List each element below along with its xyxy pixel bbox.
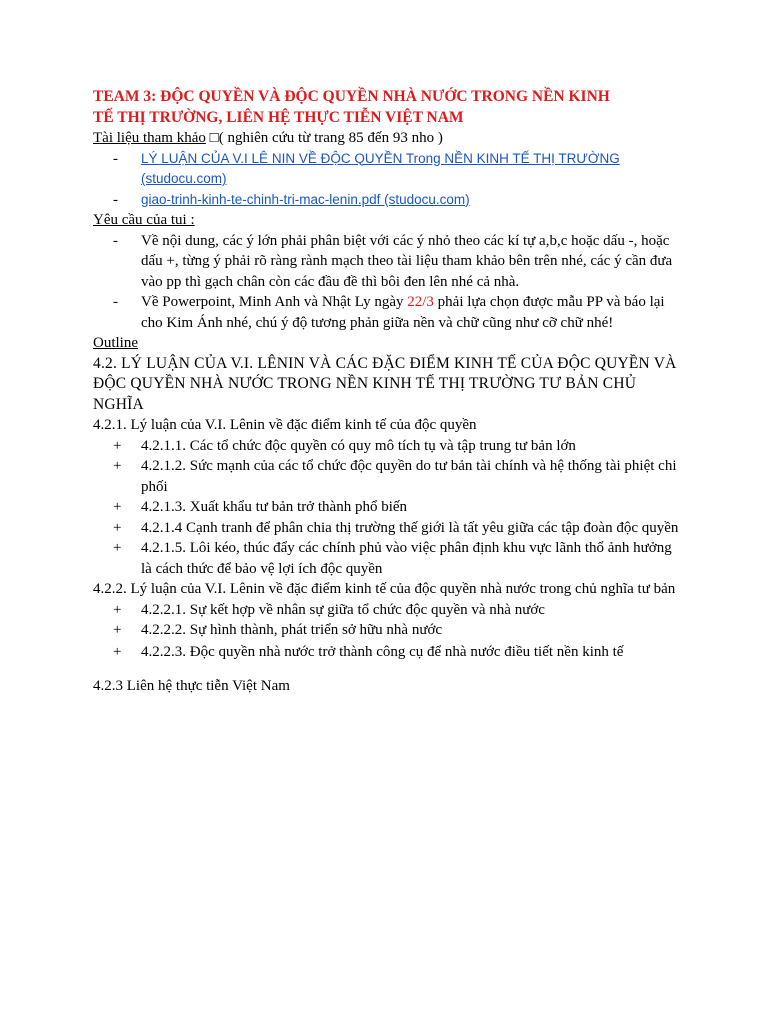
outline-item (93, 497, 683, 518)
outline-item-text: 4.2.2.1. Sự kết hợp về nhân sự giữa tổ chức độc quyền và nhà nước (141, 601, 545, 618)
outline-item-text: 4.2.2.3. Độc quyền nhà nước trở thành công cụ để nhà nước điều tiết nền kinh tế (141, 643, 624, 660)
reference-link-2[interactable]: giao-trinh-kinh-te-chinh-tri-mac-lenin.pdf (studocu.com) (141, 191, 470, 207)
requirements-label: Yêu cầu của tui : (93, 212, 195, 228)
requirement-text-2-after: phải lựa chọn được mẫu PP và báo lại cho Kim Ánh nhé, chú ý độ tương phản giữa nền và chữ cũng như cỡ chữ nhé! (141, 294, 665, 331)
reference-item (93, 190, 683, 211)
plus-bullet: + (113, 437, 122, 454)
plus-bullet: + (113, 458, 122, 474)
outline-item (93, 456, 683, 497)
dash-bullet: - (113, 150, 118, 167)
reference-link-1[interactable]: LÝ LUẬN CỦA V.I LÊ NIN VỀ ĐỘC QUYỀN Trong NỀN KINH TẾ THỊ TRƯỜNG (studocu.com) (141, 150, 620, 186)
title-line-1: TEAM 3: ĐỘC QUYỀN VÀ ĐỘC QUYỀN NHÀ NƯỚC TRONG NỀN KINH (93, 88, 610, 105)
outline-item (93, 641, 683, 664)
outline-item-text: 4.2.1.4 Cạnh tranh để phân chia thị trường thế giới là tất yêu giữa các tập đoàn độc quyền (141, 519, 679, 536)
outline-item (93, 538, 683, 579)
plus-bullet: + (113, 519, 122, 536)
section-4-2-3-heading: 4.2.3 Liên hệ thực tiễn Việt Nam (93, 677, 290, 694)
requirement-item-2 (93, 292, 683, 333)
outline-item (93, 600, 683, 621)
requirement-text-2 (141, 294, 665, 331)
outline-label: Outline (93, 335, 138, 351)
requirement-item-1 (93, 231, 683, 293)
outline-item-text: 4.2.1.5. Lôi kéo, thúc đẩy các chính phủ vào việc phân định khu vực lãnh thổ ảnh hưởng là cách thức để bảo vệ lợi ích độc quyền (141, 540, 672, 577)
dash-bullet: - (113, 191, 118, 208)
requirement-text-2-before: Về Powerpoint, Minh Anh và Nhật Ly ngày (141, 294, 408, 310)
plus-bullet: + (113, 601, 122, 618)
dash-bullet: - (113, 232, 118, 249)
reference-item (93, 149, 683, 190)
outline-item-text: 4.2.1.2. Sức mạnh của các tổ chức độc quyền do tư bản tài chính và hệ thống tài phiệt chi phối (141, 458, 677, 495)
checkbox-glyph-icon: □ (209, 130, 219, 146)
section-4-2-1-heading: 4.2.1. Lý luận của V.I. Lênin về đặc điểm kinh tế của độc quyền (93, 417, 477, 433)
section-4-2-2-heading: 4.2.2. Lý luận của V.I. Lênin về đặc điểm kinh tế của độc quyền nhà nước trong chủ nghĩa tư bản (93, 581, 676, 597)
references-line (93, 128, 683, 149)
plus-bullet: + (113, 622, 122, 638)
title-line-2: TẾ THỊ TRƯỜNG, LIÊN HỆ THỰC TIỄN VIỆT NAM (93, 109, 464, 126)
outline-item (93, 620, 683, 641)
dash-bullet: - (113, 294, 118, 310)
plus-bullet: + (113, 499, 122, 515)
outline-main-heading: 4.2. LÝ LUẬN CỦA V.I. LÊNIN VÀ CÁC ĐẶC ĐIỂM KINH TẾ CỦA ĐỘC QUYỀN VÀ ĐỘC QUYỀN NHÀ NƯỚC TRONG NỀN KINH TẾ THỊ TRƯỜNG TƯ BẢN CHỦ NGHĨA (93, 354, 677, 413)
references-label: Tài liệu tham khảo (93, 130, 206, 146)
outline-item (93, 436, 683, 457)
references-note: ( nghiên cứu từ trang 85 đến 93 nho ) (218, 130, 443, 146)
outline-item-text: 4.2.2.2. Sự hình thành, phát triển sở hữu nhà nước (141, 622, 443, 638)
document-title (93, 86, 683, 128)
requirement-text-1: Về nội dung, các ý lớn phải phân biệt với các ý nhỏ theo các kí tự a,b,c hoặc dấu -, hoặc dấu +, từng ý phải rõ ràng rành mạch theo tài liệu tham khảo bên trên nhé, các ý cần đưa vào pp thì gạch chân còn các đầu đề thì bôi đen lên nhé cả nhà. (141, 232, 673, 290)
outline-item-text: 4.2.1.3. Xuất khẩu tư bản trở thành phổ biến (141, 499, 408, 515)
document-page (93, 86, 683, 696)
deadline-date: 22/3 (407, 294, 434, 310)
plus-bullet: + (113, 540, 122, 556)
outline-item (93, 518, 683, 539)
plus-bullet: + (113, 643, 122, 660)
outline-item-text: 4.2.1.1. Các tổ chức độc quyền có quy mô tích tụ và tập trung tư bản lớn (141, 437, 576, 454)
